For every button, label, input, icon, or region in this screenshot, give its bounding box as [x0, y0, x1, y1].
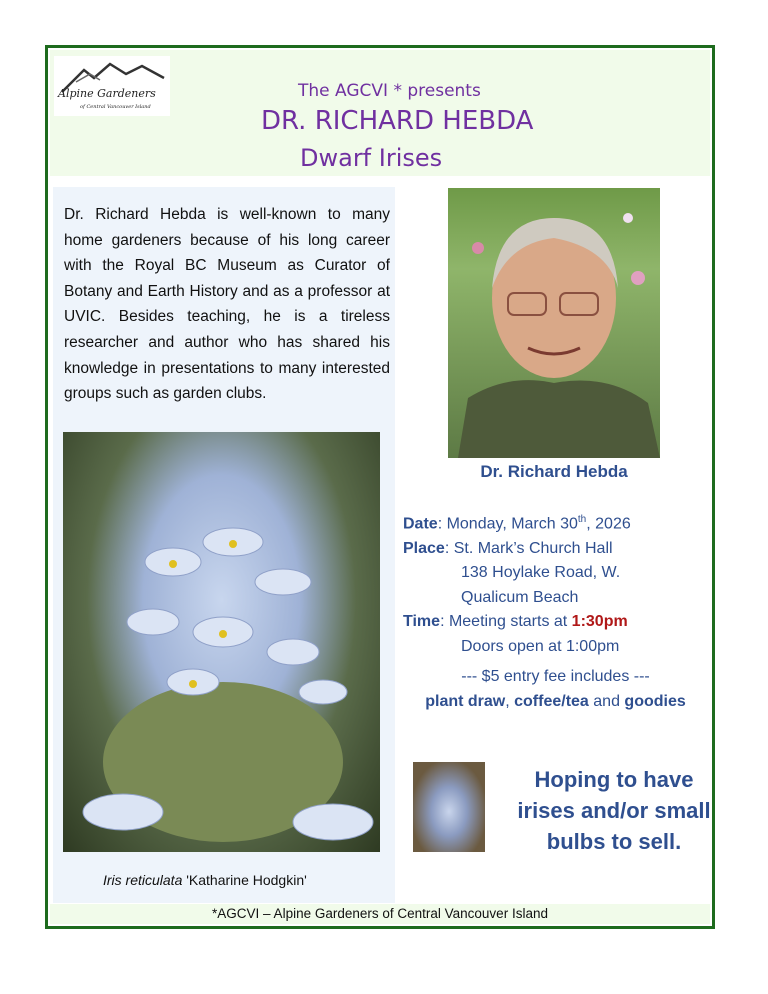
- speaker-name: DR. RICHARD HEBDA: [261, 106, 534, 136]
- event-details: [403, 508, 631, 659]
- fee-line: --- $5 entry fee includes ---: [461, 668, 650, 685]
- entry-fee: [403, 664, 708, 714]
- speaker-portrait-image: [448, 188, 660, 458]
- fee-includes: [403, 689, 708, 714]
- fee-item: coffee/tea: [514, 693, 589, 710]
- speaker-photo-caption: Dr. Richard Hebda: [480, 462, 628, 481]
- iris-photo: [63, 432, 380, 852]
- date-year: , 2026: [586, 515, 631, 533]
- place-city: Qualicum Beach: [461, 588, 579, 606]
- date-line: [403, 508, 631, 537]
- bio-text: Dr. Richard Hebda is well-known to many home gardeners because of his long career with the Royal BC Museum as Curator of Botany and Earth History and as a professor at UVIC. Besides teaching, he is a tireless researcher and author who has shared his knowledge in presentations to many interested groups such as garden clubs.: [64, 206, 390, 403]
- start-time: 1:30pm: [571, 613, 628, 631]
- logo-title: Alpine Gardeners: [58, 87, 156, 100]
- place-label: Place: [403, 539, 445, 557]
- iris-caption: [103, 872, 307, 888]
- date-label: Date: [403, 515, 438, 533]
- place-line: [403, 537, 631, 562]
- presents-line: The AGCVI * presents: [298, 81, 481, 101]
- species-name: Iris reticulata: [103, 872, 183, 888]
- doors-time: Doors open at 1:00pm: [461, 637, 620, 655]
- date-suffix: th: [577, 514, 587, 525]
- time-text: : Meeting starts at: [440, 613, 572, 631]
- time-label: Time: [403, 613, 441, 631]
- place-address: 138 Hoylake Road, W.: [461, 564, 621, 582]
- speaker-photo: [448, 188, 660, 458]
- date-value: : Monday, March 30: [437, 515, 578, 533]
- footer-note: *AGCVI – Alpine Gardeners of Central Vancouver Island: [50, 904, 710, 924]
- sale-note: Hoping to have irises and/or small bulbs to sell.: [517, 767, 711, 854]
- cultivar-name: 'Katharine Hodgkin': [182, 872, 307, 888]
- club-logo: [54, 56, 170, 116]
- talk-topic: Dwarf Irises: [300, 144, 443, 172]
- fee-item: plant draw: [425, 693, 506, 710]
- separator: and: [588, 693, 625, 710]
- time-line: [403, 610, 631, 635]
- separator: ,: [505, 693, 515, 710]
- place-venue: : St. Mark’s Church Hall: [444, 539, 613, 557]
- small-iris-photo: [413, 762, 485, 852]
- iris-flowers-image: [63, 432, 380, 852]
- logo-subtitle: of Central Vancouver Island: [80, 104, 151, 110]
- fee-item: goodies: [624, 693, 686, 710]
